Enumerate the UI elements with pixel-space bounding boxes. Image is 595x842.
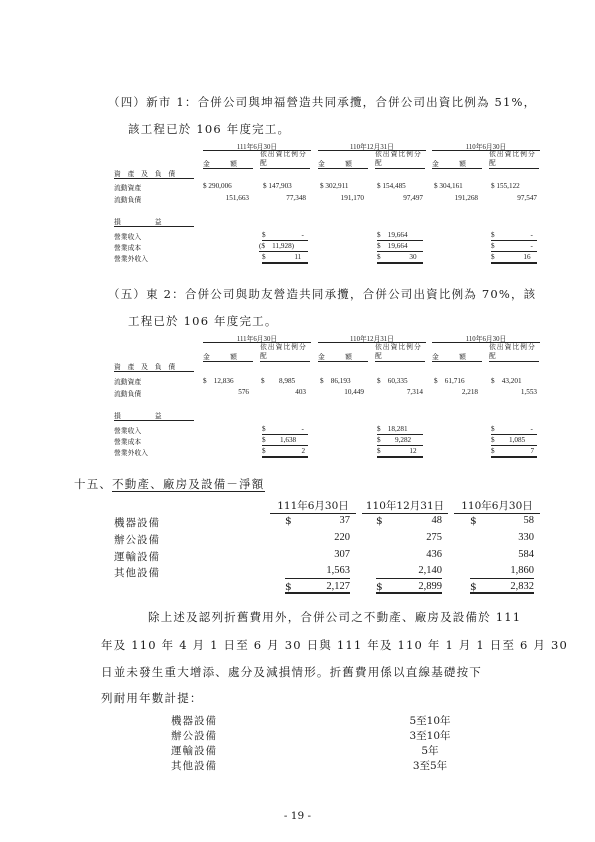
sec2-cell: $ 1,638 (262, 435, 308, 446)
ppe-total: 2,127 (326, 581, 350, 592)
ppe-row-label: 機器設備 (114, 517, 160, 529)
ppe-cell: 584 (518, 549, 534, 560)
sec2-cell: $ 43,201 (491, 377, 522, 385)
sec2-cell: 1,553 (520, 388, 537, 396)
sec1-row-label: 營業收入 (114, 233, 142, 241)
ppe-cell: 436 (426, 549, 442, 560)
sec2-cell: 2,218 (461, 388, 478, 396)
sec1-period-3: 110年6月30日 (465, 144, 507, 151)
ppe-cell: 1,860 (510, 565, 534, 576)
sec1-row-label: 營業成本 (114, 244, 142, 252)
life-label: 其他設備 (171, 760, 217, 772)
sec2-row-label: 營業收入 (114, 427, 142, 435)
sec1-cell: $ - (262, 230, 308, 241)
sec1-cell: $ 11 (262, 252, 308, 264)
sec1-period-2: 110年12月31日 (350, 144, 394, 151)
sec3-heading-text: 不動產、廠房及設備－淨額 (112, 477, 265, 491)
life-label: 辦公設備 (171, 730, 217, 742)
sec2-cell: $ 9,282 (377, 435, 423, 446)
sec1-row-label: 流動資產 (114, 184, 142, 192)
sec2-cell: $ - (491, 424, 537, 435)
ppe-dollar: $ (376, 581, 383, 593)
sec2-cell: $ 18,281 (377, 424, 423, 435)
sec1-cell: $ - (491, 230, 537, 241)
sec1-cell: $ 147,903 (263, 182, 292, 190)
sec2-col-amount-3: 金 額 (432, 353, 466, 361)
ppe-para-line4: 列耐用年數計提： (101, 691, 203, 705)
sec2-cell: $ 1,085 (491, 435, 537, 446)
ppe-cell: 275 (426, 532, 442, 543)
ppe-dollar: $ (285, 581, 292, 593)
sec2-cell: 576 (238, 388, 249, 396)
sec2-cell: $ 86,193 (320, 377, 351, 385)
sec1-cell: $ 154,485 (377, 182, 406, 190)
sec1-cell: 97,547 (517, 194, 537, 202)
sec2-row-label: 營業成本 (114, 438, 142, 446)
ppe-row-label: 辦公設備 (114, 534, 160, 546)
sec1-bs-label: 資 產 及 負 債 (114, 168, 194, 179)
life-label: 運輸設備 (171, 745, 217, 757)
ppe-cell: 1,563 (326, 565, 350, 576)
sec1-col-amount-2: 金 額 (318, 160, 352, 168)
sec2-cell: 403 (295, 388, 306, 396)
ppe-dollar: $ (470, 515, 477, 527)
sec3-heading-prefix: 十五、 (74, 477, 113, 491)
sec2-period-1: 111年6月30日 (236, 336, 278, 343)
sec2-col-share-3: 依出資比例分 配 (489, 343, 560, 360)
ppe-cell: 220 (334, 532, 350, 543)
sec1-col-share-3: 依出資比例分 配 (489, 150, 560, 167)
ppe-cell: 58 (523, 515, 534, 526)
sec1-cell: $ 290,006 (203, 182, 232, 190)
sec1-cell: 191,170 (340, 194, 364, 202)
ppe-dollar: $ (470, 581, 477, 593)
sec2-cell: $ - (262, 424, 308, 435)
sec1-pl-label: 損 益 (114, 216, 194, 227)
sec2-cell: 10,449 (344, 388, 364, 396)
sec2-col-amount-1: 金 額 (203, 353, 237, 361)
sec1-cell: $ 19,664 (377, 241, 423, 252)
ppe-period-3: 110年6月30日 (454, 498, 540, 514)
ppe-total: 2,832 (510, 581, 534, 592)
sec1-cell: ($ 11,928) (259, 241, 308, 252)
ppe-dollar: $ (285, 515, 292, 527)
ppe-para-line3: 日並未發生重大增添、處分及減損情形。折舊費用係以直線基礎按下 (101, 665, 482, 679)
sec2-intro-line2: 工程已於 106 年度完工。 (128, 314, 278, 328)
sec2-col-amount-2: 金 額 (318, 353, 352, 361)
page-number: - 19 - (283, 810, 312, 822)
sec1-period-1: 111年6月30日 (236, 144, 278, 151)
ppe-cell: 48 (431, 515, 442, 526)
ppe-cell: 37 (339, 515, 350, 526)
ppe-period-1: 111年6月30日 (270, 498, 356, 514)
sec2-pl-label: 損 益 (114, 410, 194, 421)
ppe-period-2: 110年12月31日 (362, 498, 448, 514)
life-years: 5年 (421, 745, 439, 757)
sec2-row-label: 流動負債 (114, 390, 142, 398)
sec1-cell: $ 302,911 (320, 182, 349, 190)
sec1-cell: $ - (491, 241, 537, 252)
sec2-cell: $ 8,985 (261, 377, 296, 385)
sec2-row-label: 營業外收入 (114, 449, 148, 457)
sec1-cell: $ 155,122 (491, 182, 520, 190)
sec2-row-label: 流動資產 (114, 378, 142, 386)
ppe-dollar: $ (376, 515, 383, 527)
sec2-period-3: 110年6月30日 (465, 336, 507, 343)
sec1-row-label: 流動負債 (114, 196, 142, 204)
ppe-total: 2,899 (418, 581, 442, 592)
sec2-col-share-2: 依出資比例分 配 (375, 343, 446, 360)
life-years: 3至10年 (409, 730, 451, 742)
ppe-para-line1: 除上述及認列折舊費用外，合併公司之不動產、廠房及設備於 111 (148, 610, 522, 624)
life-years: 3至5年 (412, 760, 448, 772)
sec1-cell: 77,348 (286, 194, 306, 202)
sec1-cell: 151,663 (225, 194, 249, 202)
life-years: 5至10年 (409, 715, 451, 727)
sec1-intro-line1: （四）新市 1：合併公司與坤福營造共同承攬，合併公司出資比例為 51%， (108, 95, 537, 109)
sec2-period-2: 110年12月31日 (350, 336, 394, 343)
sec2-cell: 7,314 (406, 388, 423, 396)
life-label: 機器設備 (171, 715, 217, 727)
sec2-cell: $ 2 (262, 446, 308, 458)
ppe-row-label: 運輸設備 (114, 551, 160, 563)
sec2-col-share-1: 依出資比例分 配 (260, 343, 331, 360)
sec2-cell: $ 60,335 (377, 377, 408, 385)
sec1-col-share-2: 依出資比例分 配 (375, 150, 446, 167)
sec2-cell: $ 7 (491, 446, 537, 458)
sec1-cell: 191,268 (454, 194, 478, 202)
ppe-para-line2: 年及 110 年 4 月 1 日至 6 月 30 日與 111 年及 110 年 1 月 1 日至 6 月 30 (101, 638, 568, 652)
sec2-intro-line1: （五）東 2：合併公司與助友營造共同承攬，合併公司出資比例為 70%，該 (108, 287, 537, 301)
sec2-cell: $ 12 (377, 446, 423, 458)
sec1-col-share-1: 依出資比例分 配 (260, 150, 331, 167)
sec1-row-label: 營業外收入 (114, 255, 148, 263)
sec1-cell: $ 30 (377, 252, 423, 264)
sec2-bs-label: 資 產 及 負 債 (114, 361, 194, 372)
ppe-cell: 307 (334, 549, 350, 560)
sec1-intro-line2: 該工程已於 106 年度完工。 (128, 122, 291, 136)
sec1-cell: $ 16 (491, 252, 537, 264)
ppe-row-label: 其他設備 (114, 567, 160, 579)
ppe-cell: 330 (518, 532, 534, 543)
sec2-cell: $ 12,836 (203, 377, 234, 385)
sec1-cell: 97,497 (403, 194, 423, 202)
sec1-cell: $ 304,161 (434, 182, 463, 190)
sec1-col-amount-3: 金 額 (432, 160, 466, 168)
sec1-cell: $ 19,664 (377, 230, 423, 241)
ppe-cell: 2,140 (418, 565, 442, 576)
sec3-heading (74, 476, 265, 492)
sec2-cell: $ 61,716 (434, 377, 465, 385)
sec1-col-amount-1: 金 額 (203, 160, 237, 168)
